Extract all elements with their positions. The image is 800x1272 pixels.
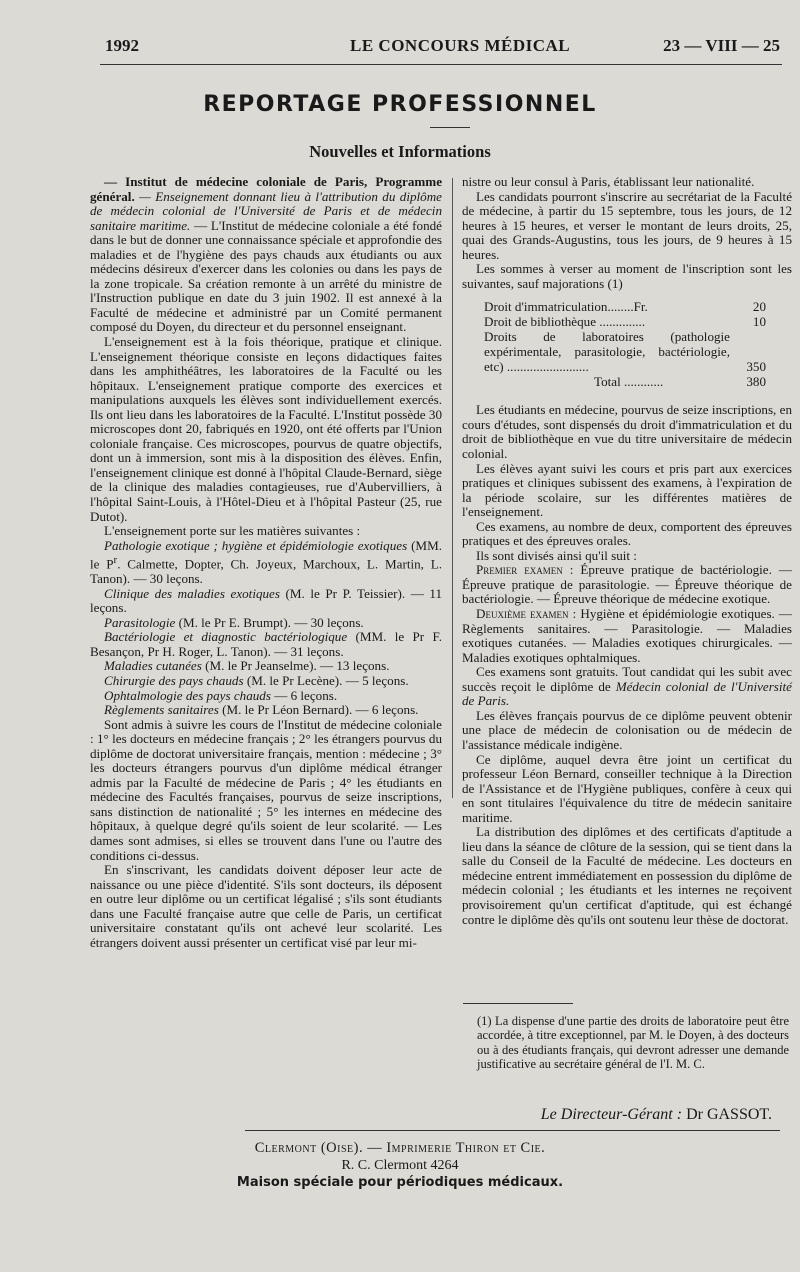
paragraph-registration: En s'inscrivant, les candidats doivent déposer leur acte de naissance ou une pièce d'identité. S'ils sont docteurs, ils déposent en outre leur diplôme ou un certificat légalisé ; s'ils sont étudiants dans une Faculté française autre que celle de Paris, un certificat universitaire constatant qu'ils ont achevé leur scolarité. Les étrangers doivent aussi présenter un certificat visé par leur mi- — [90, 862, 442, 950]
paragraph-exams: Les élèves ayant suivi les cours et pris part aux exercices pratiques et cliniques subissent des examens, à l'expiration de la période scolaire, sur les différentes matières de l'enseignement. — [462, 460, 792, 520]
printer-line: Clermont (Oise). — Imprimerie Thiron et Cie. — [254, 1140, 546, 1156]
paragraph-continued: nistre ou leur consul à Paris, établissant leur nationalité. — [462, 174, 755, 189]
paragraph-equivalence: Ce diplôme, auquel devra être joint un certificat du professeur Léon Bernard, conseiller technique à la Direction de l'Assistance et de l'Hygiène publiques, confère à ceux qui en sont titulaires l'équivalence du titre de médecin sanitaire maritime. — [462, 751, 792, 825]
registration-line: R. C. Clermont 4264 — [341, 1158, 459, 1173]
course-item: Bactériologie et diagnostic bactériologique (MM. le Pr F. Besançon, Pr H. Roger, L. Tanon). — 31 leçons. — [90, 629, 442, 659]
footnote-rule — [463, 1003, 573, 1004]
paragraph-teaching: L'enseignement est à la fois théorique, pratique et clinique. L'enseignement théorique consiste en leçons didactiques faites dans les amphithéâtres, les laboratoires de la Faculté ou les hôpitaux. L'enseignement pratique comporte des exercices et manipulations auxquels les élèves sont individuellement exercés. Ils ont lieu dans les laboratoires de la Faculté. L'Institut possède 30 microscopes dont 20, fabriqués en 1920, ont été offerts par l'Union coloniale française. Ces microscopes, pourvus de quatre objectifs, dont un à immersion, sont mis à la disposition des élèves. Enfin, l'enseignement clinique est donné à l'hôpital Claude-Bernard, siège de la clinique des maladies contagieuses, rue d'Aubervilliers, à l'hôpital Saint-Louis, à l'Hôtel-Dieu et à l'hôpital Pasteur (25, rue Dutot). — [90, 334, 442, 524]
fee-table — [484, 299, 766, 389]
printer-specialty: Maison spéciale pour périodiques médicaux. — [236, 1175, 564, 1190]
paragraph-subjects-intro: L'enseignement porte sur les matières suivantes : — [104, 523, 361, 539]
issue-number: 23 — VIII — 25 — [663, 36, 780, 55]
course-item: Pathologie exotique ; hygiène et épidémiologie exotiques (MM. le $P^r$. Calmette, Dopter, Ch. Joyeux, Marchoux, L. Martin, L. Tanon). — 30 leçons. — [90, 537, 442, 587]
section-subtitle: Nouvelles et Informations — [309, 142, 491, 161]
paragraph-exams-division: Ils sont divisés ainsi qu'il suit : — [476, 547, 637, 563]
right-column — [462, 175, 792, 927]
first-exam: Premier examen : Épreuve pratique de bactériologie. — Épreuve pratique de parasitologie. — Épreuve théorique de bactériologie. — Épreuve théorique de médecine exotique. — [462, 562, 792, 607]
fee-row: Droit d'immatriculation........Fr. 20 — [484, 299, 766, 315]
course-item: Règlements sanitaires (M. le Pr Léon Bernard). — 6 leçons. — [104, 702, 419, 718]
course-item: Ophtalmologie des pays chauds — 6 leçons. — [104, 687, 338, 703]
paragraph-fees-intro: Les sommes à verser au moment de l'inscription sont les suivantes, sauf majorations (1) — [462, 261, 792, 291]
running-head — [105, 36, 780, 60]
second-exam: Deuxième examen : Hygiène et épidémiologie exotiques. — Règlements sanitaires. — Parasitologie. — Maladies exotiques cutanées. — Maladies exotiques chirurgicales. — Maladies exotiques ophtalmiques. — [462, 606, 792, 665]
fee-row: Droit de bibliothèque .............. 10 — [484, 314, 766, 330]
paragraph-posts: Les élèves français pourvus de ce diplôme peuvent obtenir une place de médecin de colonisation ou de médecin de l'assistance médicale indigène. — [462, 707, 792, 752]
header-rule — [100, 64, 782, 65]
paragraph-exams-count: Ces examens, au nombre de deux, comportent des épreuves pratiques et des épreuves orales. — [462, 518, 792, 549]
course-item: Clinique des maladies exotiques (M. le Pr P. Teissier). — 11 leçons. — [90, 585, 442, 616]
page-number: 1992 — [105, 36, 139, 55]
fee-row: Droits de laboratoires (pathologie expérimentale, parasitologie, bactériologie, etc) ......................... 350 — [484, 329, 766, 375]
fee-total-row: Total ............ 380 — [594, 374, 766, 390]
footnote: (1) La dispense d'une partie des droits de laboratoire peut être accordée, à titre exceptionnel, par M. le Doyen, à des docteurs ou à des étudiants français, qui devront adresser une demande justificative au secrétaire général de l'I. M. C. — [477, 1014, 789, 1071]
journal-title: LE CONCOURS MÉDICAL — [350, 36, 571, 55]
paragraph-admission: Sont admis à suivre les cours de l'Institut de médecine coloniale : 1° les docteurs en médecine français ; 2° les étrangers pourvus du diplôme de doctorat universitaire français, mention : médecine ; 3° les docteurs étrangers pourvus d'un diplôme médical étranger admis par la Faculté de médecine de Paris ; 4° les étudiants en médecine des Facultés françaises, pourvus de seize inscriptions, sans distinction de nationalité ; 5° les internes en médecine des hôpitaux, à quelque degré qu'ils soient de leur scolarité. — Les dames sont admises, si elles se trouvent dans l'une ou l'autre des conditions ci-dessus. — [90, 716, 442, 863]
paragraph-diploma: Ces examens sont gratuits. Tout candidat qui les subit avec succès reçoit le diplôme de Médecin colonial de l'Université de Paris. — [462, 664, 792, 709]
left-column — [90, 175, 442, 950]
article-intro: — Institut de médecine coloniale de Paris, Programme général. — Enseignement donnant lieu à l'attribution du diplôme de médecin colonial de l'Université de Paris et de médecin sanitaire maritime. — L'Institut de médecine coloniale a été fondé dans le but de donner une connaissance spéciale et approfondie des maladies et de l'hygiène des pays chauds aux étudiants ou aux médecins désireux d'exercer dans les colonies ou dans les pays de la zone tropicale. Sa création remonte à un arrêté du ministre de l'Instruction publique en date du 3 juin 1902. Il est annexé à la Faculté de médecine et administré par un Comité permanent composé du Doyen, du directeur et du personnel enseignant. — [90, 174, 442, 335]
paragraph-distribution: La distribution des diplômes et des certificats d'aptitude a lieu dans la séance de clôture de la session, qui se tient dans la salle du Conseil de la Faculté de médecine. Les docteurs en médecine entrent immédiatement en possession du diplôme de médecin colonial ; les étudiants et les internes ne reçoivent provisoirement qu'un certificat d'aptitude, qui est échangé contre le diplôme dès qu'ils ont soutenu leur thèse de doctorat. — [462, 824, 792, 927]
section-title: REPORTAGE PROFESSIONNEL — [203, 92, 597, 117]
course-item: Chirurgie des pays chauds (M. le Pr Lecène). — 5 leçons. — [104, 672, 409, 688]
paragraph-exemption: Les étudiants en médecine, pourvus de seize inscriptions, en cours d'études, sont dispensés du droit d'immatriculation et du droit de bibliothèque en vue du titre universitaire de médecin colonial. — [462, 402, 792, 462]
course-item: Parasitologie (M. le Pr E. Brumpt). — 30 leçons. — [104, 614, 364, 630]
title-rule — [430, 127, 470, 128]
signature: Le Directeur-Gérant : Dr GASSOT. — [540, 1106, 772, 1123]
course-item: Maladies cutanées (M. le Pr Jeanselme). — 13 leçons. — [104, 658, 390, 674]
signature-rule — [245, 1130, 780, 1131]
paragraph-enrolment: Les candidats pourront s'inscrire au secrétariat de la Faculté de médecine, à partir du 15 septembre, tous les jours, de 12 heures à 15 heures, et verser le montant de leurs droits, 25, quai des Grands-Augustins, tous les jours, de 9 heures à 15 heures. — [462, 188, 792, 262]
column-divider — [452, 178, 453, 798]
